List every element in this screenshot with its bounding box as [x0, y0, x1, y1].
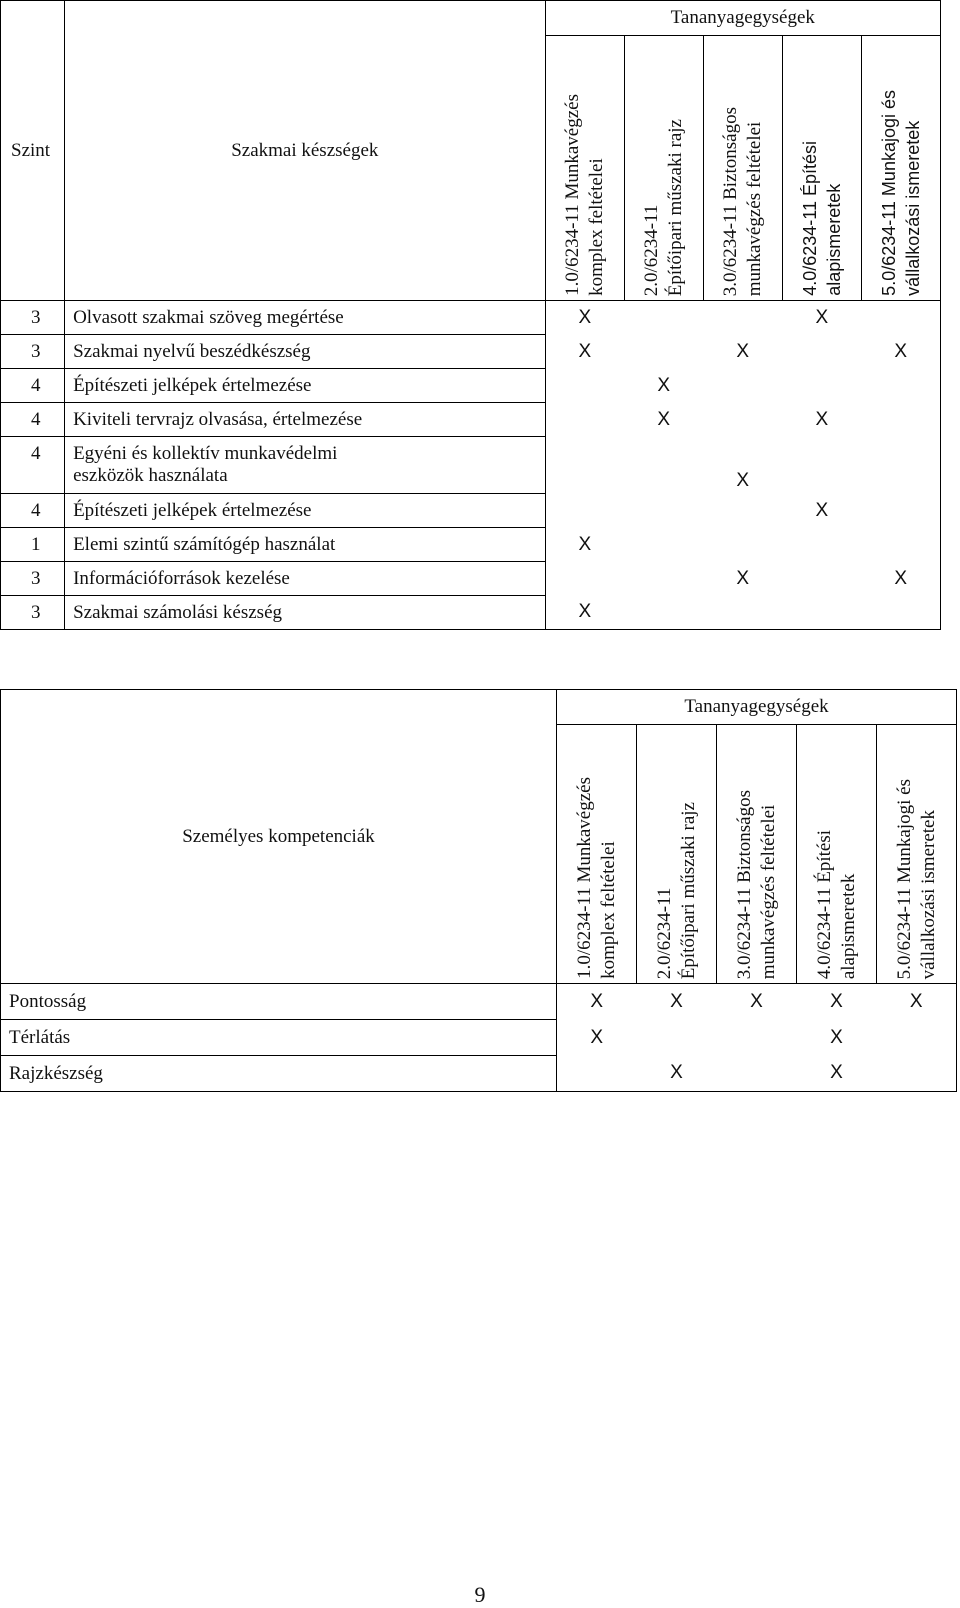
competence-label: Térlátás: [1, 1020, 557, 1056]
mark-cell: [877, 1056, 957, 1092]
mark-cell: [703, 301, 782, 335]
unit-label-2: 2.0/6234-11 Építőipari műszaki rajz: [640, 118, 686, 296]
skill-cell: Egyéni és kollektív munkavédelmi eszközök használata: [65, 437, 545, 494]
mark-cell: X: [815, 499, 829, 521]
table-row: [1, 1056, 957, 1092]
mark-cell: X: [557, 984, 637, 1020]
mark-cell: [861, 301, 940, 335]
page-number: 9: [474, 1582, 486, 1607]
mark-cell: X: [545, 596, 624, 630]
skills-header: Szakmai készségek: [65, 1, 545, 301]
level-cell: 4: [1, 369, 65, 403]
mark-cell: [637, 1020, 717, 1056]
mark-cell: X: [861, 335, 940, 369]
mark-cell: [545, 369, 624, 403]
mark-cell: X: [830, 990, 843, 1012]
mark-cell: X: [657, 374, 670, 396]
unit-header-4: [782, 36, 861, 301]
mark-cell: [624, 528, 703, 562]
mark-cell: X: [545, 335, 624, 369]
competence-label: Pontosság: [1, 984, 557, 1020]
mark-cell: X: [545, 301, 624, 335]
unit2-header-5: [877, 725, 957, 984]
mark-cell: [624, 437, 703, 494]
mark-cell: [861, 403, 940, 437]
mark-cell: X: [830, 1026, 843, 1048]
unit2-label-5: 5.0/6234-11 Munkajogi és vállalkozási ismeretek: [893, 778, 939, 979]
unit-label-5: 5.0/6234-11 Munkajogi és vállalkozási ismeretek: [878, 90, 923, 296]
mark-cell: [703, 528, 782, 562]
unit2-header-3: [717, 725, 797, 984]
mark-cell: [624, 494, 703, 528]
mark-cell: [624, 335, 703, 369]
mark-cell: [861, 528, 940, 562]
level-cell: 4: [1, 494, 65, 528]
mark-cell: [861, 369, 940, 403]
skill-cell: Olvasott szakmai szöveg megértése: [65, 301, 545, 335]
mark-cell: X: [736, 567, 750, 589]
mark-cell: [545, 494, 624, 528]
mark-cell: [545, 437, 624, 494]
unit2-label-4: 4.0/6234-11 Építési alapismeretek: [813, 829, 859, 979]
mark-cell: X: [657, 408, 670, 430]
unit-label-3: 3.0/6234-11 Biztonságos munkavégzés feltételei: [719, 106, 765, 296]
table-row: [1, 984, 957, 1020]
mark-cell: X: [815, 306, 829, 328]
table-row: [1, 335, 941, 369]
mark-cell: [717, 1056, 797, 1092]
mark-cell: X: [797, 1056, 877, 1092]
unit-header-3: [703, 36, 782, 301]
table-row: [1, 437, 941, 494]
unit-label-1: 1.0/6234-11 Munkavégzés komplex feltételei: [561, 94, 607, 296]
unit-header-5: [861, 36, 940, 301]
mark-cell: [717, 1020, 797, 1056]
mark-cell: [545, 562, 624, 596]
mark-cell: [782, 596, 861, 630]
table-row: [1, 596, 941, 630]
mark-cell: [861, 494, 940, 528]
mark-cell: [782, 335, 861, 369]
mark-cell: [557, 1056, 637, 1092]
table-row: [1, 301, 941, 335]
mark-cell: [861, 437, 940, 494]
table-row: [1, 528, 941, 562]
unit-header-2: [624, 36, 703, 301]
table-row: [1, 1020, 957, 1056]
table-row: [1, 562, 941, 596]
mark-cell: [703, 369, 782, 403]
mark-cell: [624, 562, 703, 596]
level-cell: 1: [1, 528, 65, 562]
table-row: [1, 369, 941, 403]
level-cell: 3: [1, 596, 65, 630]
skill-cell: Információforrások kezelése: [65, 562, 545, 596]
unit2-label-2: 2.0/6234-11 Építőipari műszaki rajz: [653, 801, 699, 979]
mark-cell: [782, 528, 861, 562]
unit2-label-3: 3.0/6234-11 Biztonságos munkavégzés feltételei: [733, 789, 779, 979]
competence-label: Rajzkészség: [1, 1056, 557, 1092]
table-row: [1, 494, 941, 528]
mark-cell: [703, 403, 782, 437]
mark-cell: X: [545, 528, 624, 562]
level-cell: 4: [1, 403, 65, 437]
mark-cell: X: [861, 562, 940, 596]
skill-cell: Építészeti jelképek értelmezése: [65, 494, 545, 528]
units-group-header: Tananyagegységek: [545, 1, 940, 36]
mark-cell: [782, 369, 861, 403]
unit2-header-1: [557, 725, 637, 984]
level-cell: 3: [1, 301, 65, 335]
professional-skills-table: [0, 0, 941, 630]
szint-header: Szint: [1, 1, 65, 301]
mark-cell: X: [736, 469, 750, 491]
mark-cell: [703, 494, 782, 528]
mark-cell: X: [815, 408, 829, 430]
units-group-header-2: Tananyagegységek: [557, 690, 957, 725]
unit2-header-4: [797, 725, 877, 984]
unit-label-4: 4.0/6234-11 Építési alapismeretek: [799, 141, 844, 296]
unit-header-1: [545, 36, 624, 301]
skill-cell: Szakmai számolási készség: [65, 596, 545, 630]
level-cell: 3: [1, 562, 65, 596]
unit2-label-1: 1.0/6234-11 Munkavégzés komplex feltételei: [573, 777, 619, 979]
mark-cell: [877, 1020, 957, 1056]
unit2-header-2: [637, 725, 717, 984]
mark-cell: [545, 403, 624, 437]
mark-cell: X: [670, 990, 683, 1012]
table-row: [1, 403, 941, 437]
mark-cell: [624, 301, 703, 335]
mark-cell: [861, 596, 940, 630]
level-cell: 4: [1, 437, 65, 494]
skill-cell: Építészeti jelképek értelmezése: [65, 369, 545, 403]
mark-cell: X: [736, 340, 750, 362]
personal-competences-table: [0, 689, 957, 1092]
mark-cell: [703, 596, 782, 630]
mark-cell: X: [750, 990, 763, 1012]
skill-cell: Elemi szintű számítógép használat: [65, 528, 545, 562]
skill-cell: Kiviteli tervrajz olvasása, értelmezése: [65, 403, 545, 437]
skill-cell: Szakmai nyelvű beszédkészség: [65, 335, 545, 369]
mark-cell: [624, 596, 703, 630]
mark-cell: X: [877, 984, 957, 1020]
mark-cell: X: [637, 1056, 717, 1092]
mark-cell: X: [557, 1020, 637, 1056]
mark-cell: [782, 562, 861, 596]
level-cell: 3: [1, 335, 65, 369]
mark-cell: [782, 437, 861, 494]
competences-header: Személyes kompetenciák: [1, 690, 557, 984]
